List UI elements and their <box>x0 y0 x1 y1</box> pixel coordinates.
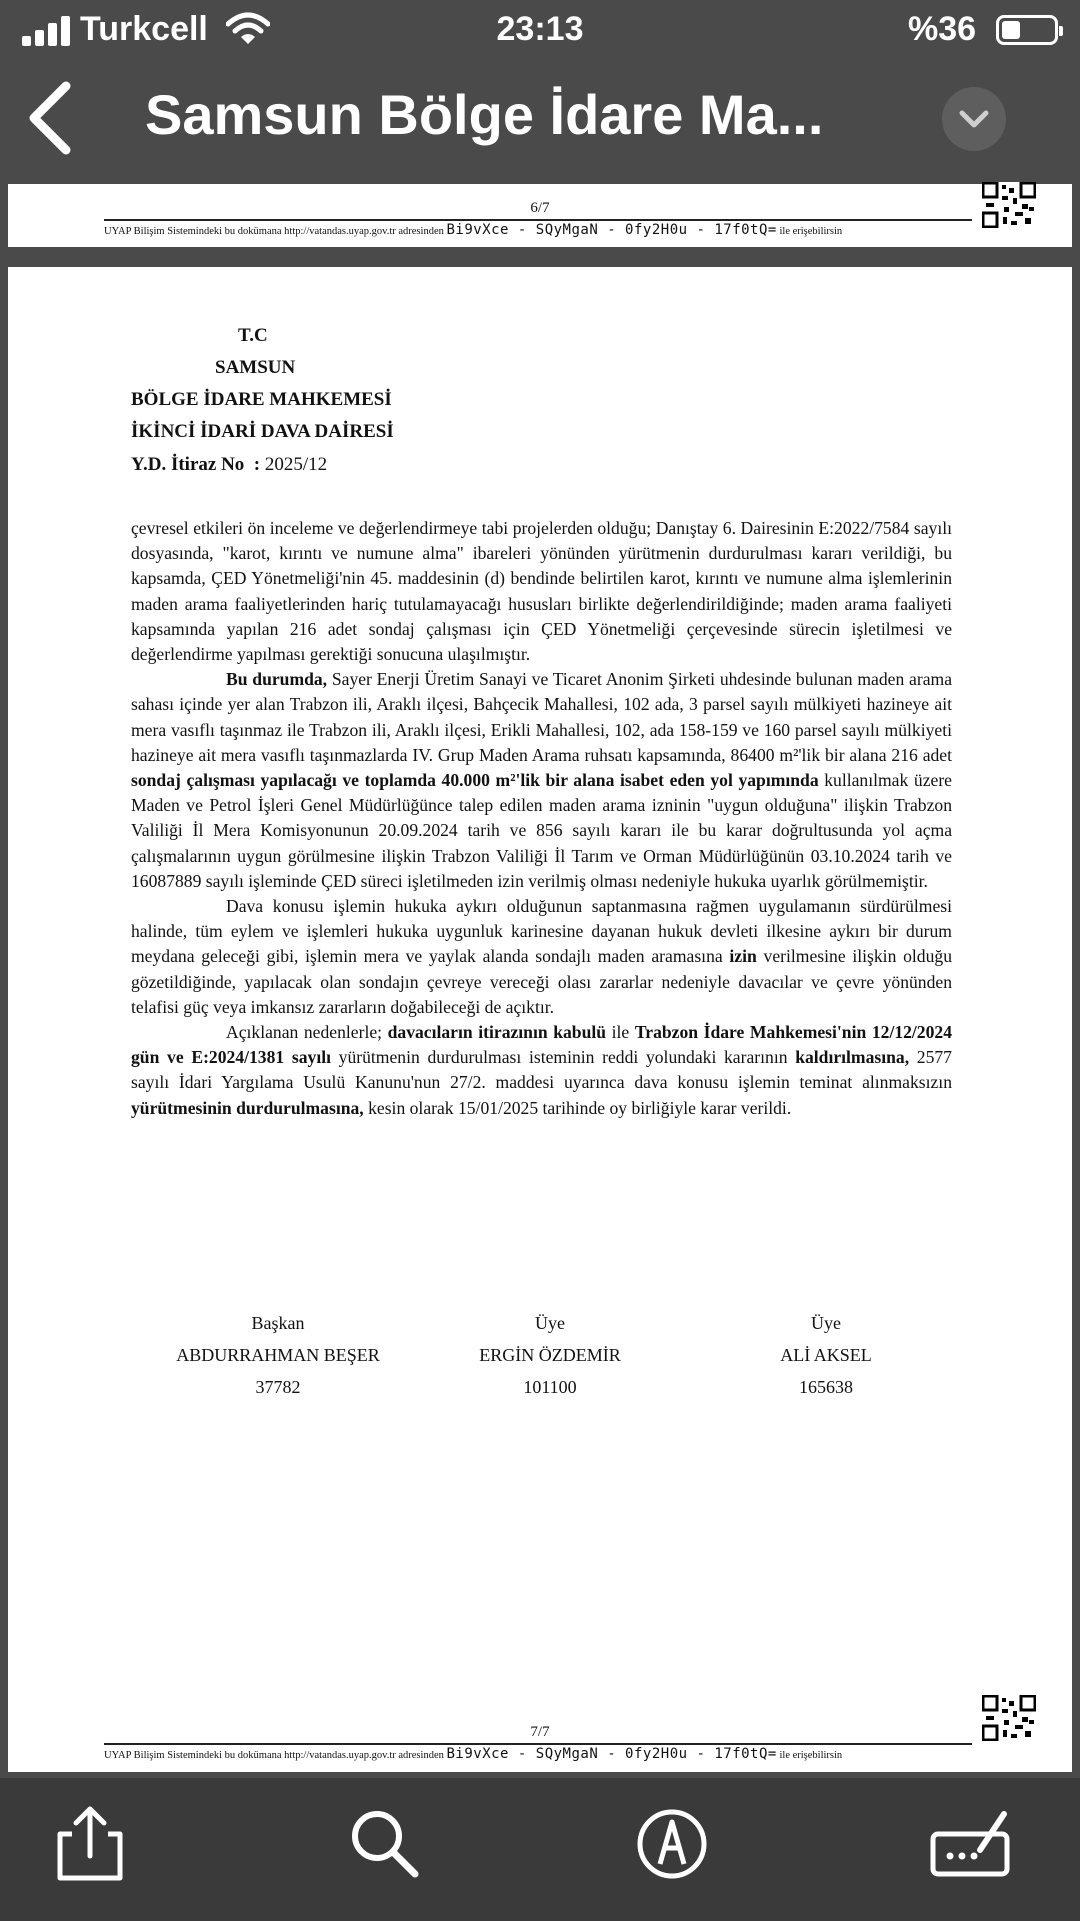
case-number-label: Y.D. İtiraz No <box>131 454 245 475</box>
bottom-toolbar <box>0 1778 1080 1921</box>
footer-prefix: UYAP Bilişim Sistemindeki bu dokümana http://vatandas.uyap.gov.tr adresinden <box>104 226 444 237</box>
title-menu-button[interactable] <box>942 87 1006 151</box>
carrier-name: Turkcell <box>80 10 208 48</box>
footer-code: Bi9vXce - SQyMgaN - 0fy2H0u - 17f0tQ= <box>446 1746 777 1762</box>
signature-name-1: ABDURRAHMAN BEŞER <box>176 1345 380 1365</box>
letterhead-court: BÖLGE İDARE MAHKEMESİ <box>131 389 392 410</box>
footer-suffix: ile erişebilirsin <box>779 1750 843 1761</box>
decision-text <box>131 516 952 1121</box>
footer-suffix: ile erişebilirsin <box>779 226 843 237</box>
app-header <box>0 0 1080 184</box>
paragraph-4: Açıklanan nedenlerle; davacıların itirazının kabulü ile Trabzon İdare Mahkemesi'nin 12/12/2024 gün ve E:2024/1381 sayılı yürütmenin durdurulması isteminin reddi yolundaki kararının kaldırılmasına, 2577 sayılı İdari Yargılama Usulü Kanunu'nun 27/2. maddesi uyarınca dava konusu işlemin teminat alınmaksızın yürütmesinin durdurulmasına, kesin olarak 15/01/2025 tarihinde oy birliğiyle karar verildi. <box>131 1022 952 1118</box>
signature-number-2: 101100 <box>523 1377 577 1397</box>
paragraph-3: Dava konusu işlemin hukuka aykırı olduğunun saptanmasına rağmen uygulamanın sürdürülmesi halinde, tüm eylem ve işlemleri hukuka uygunluk karinesine dayanan hukuk devleti ilkesine aykırı bir durum meydana geleceği gibi, işlemin mera ve yaylak alanda sondajlı maden aramasına izin verilmesine ilişkin olduğu gözetildiğinde, yapılacak olan sondajın çevreye vereceği olası zararlar nedeniyle davacılar ve çevre yönünden telafisi güç veya imkansız zararların doğabileceği de açıktır. <box>131 896 952 1017</box>
footer-divider <box>104 1743 972 1745</box>
uyap-footer <box>104 1746 842 1762</box>
qr-code-icon <box>982 1695 1036 1741</box>
uyap-footer <box>104 222 842 238</box>
footer-code: Bi9vXce - SQyMgaN - 0fy2H0u - 17f0tQ= <box>446 222 777 238</box>
document-page-6[interactable] <box>8 184 1072 247</box>
paragraph-2: Bu durumda, Sayer Enerji Üretim Sanayi ve Ticaret Anonim Şirketi uhdesinde bulunan maden arama sahası içinde yer alan Trabzon ili, Araklı ilçesi, Bahçecik Mahallesi, 102 ada, 3 parsel sayılı mülkiyeti hazineye ait mera vasıflı taşınmaz ile Trabzon ili, Araklı ilçesi, Erikli Mahallesi, 102, ada 158-159 ve 160 parsel sayılı mülkiyeti hazineye ait mera vasıflı taşınmazlarda IV. Grup Maden Arama ruhsatı kapsamında, 86400 m²'lik bir alana 216 adet sondaj çalışması yapılacağı ve toplamda 40.000 m²'lik bir alana isabet eden yol yapımında kullanılmak üzere Maden ve Petrol İşleri Genel Müdürlüğünce talep edilen maden arama izninin "uygun olduğuna" ilişkin Trabzon Valiliği İl Mera Komisyonunun 20.09.2024 tarih ve 856 sayılı kararı ile bu karar doğrultusunda yol açma çalışmalarının uygun görülmesine ilişkin Trabzon Valiliği İl Tarım ve Orman Müdürlüğünün 03.10.2024 tarih ve 16087889 sayılı işleminde ÇED süreci işletilmeden izin verilmiş olması nedeniyle hukuka uyarlık görülmemiştir. <box>131 669 953 891</box>
search-icon[interactable] <box>345 1804 425 1884</box>
battery-percentage: %36 <box>908 10 977 48</box>
signature-number-3: 165638 <box>799 1377 853 1397</box>
case-number: 2025/12 <box>264 454 328 475</box>
letterhead-tc: T.C <box>238 325 268 346</box>
clock: 23:13 <box>496 10 584 48</box>
signature-icon[interactable] <box>930 1804 1010 1884</box>
share-icon[interactable] <box>50 1804 130 1884</box>
case-number-line <box>131 454 327 476</box>
paragraph-1: çevresel etkileri ön inceleme ve değerlendirmeye tabi projelerden olduğu; Danıştay 6. Dairesinin E:2022/7584 sayılı dosyasında, "karot, kırıntı ve numune alma" ibareleri yönünden yürütmenin durdurulması kararı verildiği, bu kapsamda, ÇED Yönetmeliği'nin 45. maddesinin (d) bendinde belirtilen karot, kırıntı ve numune alma işlemlerinin maden arama faaliyetlerinden hariç tutulamayacağı hususları birlikte değerlendirildiğinde; maden arama faaliyeti kapsamında yapılan 216 adet sondaj çalışması için ÇED Yönetmeliği çerçevesinde sürecin işletilmesi ve değerlendirme yapılması gerektiği sonucuna ulaşılmıştır. <box>131 518 952 665</box>
page-number: 7/7 <box>530 1724 550 1740</box>
signature-number-1: 37782 <box>255 1377 301 1397</box>
signature-role-1: Başkan <box>251 1313 305 1333</box>
document-title: Samsun Bölge İdare Ma... <box>145 83 824 146</box>
qr-code-icon <box>982 182 1036 228</box>
letterhead-chamber: İKİNCİ İDARİ DAVA DAİRESİ <box>131 421 394 442</box>
chevron-down-icon <box>942 87 1006 151</box>
signature-name-2: ERGİN ÖZDEMİR <box>479 1345 621 1365</box>
footer-prefix: UYAP Bilişim Sistemindeki bu dokümana http://vatandas.uyap.gov.tr adresinden <box>104 1750 444 1761</box>
status-bar <box>0 0 1080 62</box>
battery-icon <box>996 15 1058 45</box>
markup-icon[interactable] <box>632 1804 712 1884</box>
signature-name-3: ALİ AKSEL <box>780 1345 872 1365</box>
document-page-7[interactable] <box>8 267 1072 1772</box>
letterhead-city: SAMSUN <box>215 357 296 378</box>
page-number: 6/7 <box>530 200 550 216</box>
case-number-separator: : <box>253 454 261 475</box>
back-button[interactable] <box>22 78 78 158</box>
signature-role-3: Üye <box>811 1313 841 1333</box>
footer-divider <box>104 219 972 221</box>
signature-role-2: Üye <box>535 1313 565 1333</box>
